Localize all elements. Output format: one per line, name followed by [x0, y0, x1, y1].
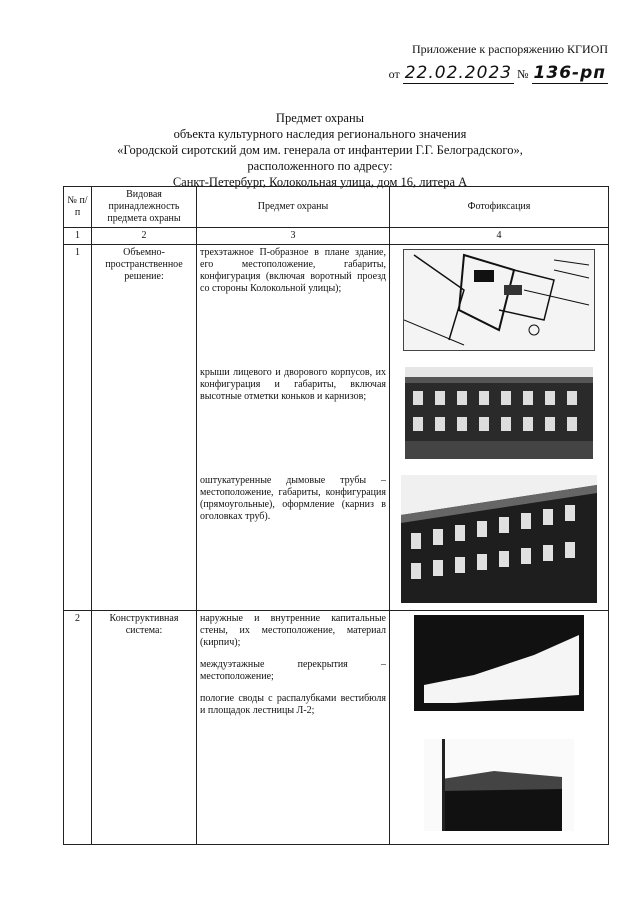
facade-drawing-2: [401, 475, 597, 603]
header-type: Видовая принадлежность предмета охраны: [92, 187, 197, 228]
appendix-number: 136-рп: [533, 63, 606, 83]
interior-drawing-1: [414, 615, 584, 711]
subject-item: трехэтажное П-образное в плане здание, его местоположение, габариты, конфигурация (включая воротный проезд со стороны Колокольной улицы);: [200, 247, 386, 294]
interior-photo-2: [424, 739, 574, 831]
col-number-4: 4: [390, 228, 609, 245]
row-type: Объемно-пространственное решение:: [92, 245, 197, 611]
appendix-date: 22.02.2023: [404, 63, 513, 83]
title-line-1: Предмет охраны: [275, 111, 365, 125]
row-number: 1: [64, 245, 92, 611]
title-line-4: расположенного по адресу:: [247, 159, 393, 173]
row-subject: [197, 611, 390, 845]
subject-item: крыши лицевого и дворового корпусов, их конфигурация и габариты, включая высотные отметки коньков и карнизов;: [200, 367, 386, 402]
subject-item: междуэтажные перекрытия – местоположение;: [200, 659, 386, 682]
col-number-3: 3: [197, 228, 390, 245]
row-type: Конструктивная система:: [92, 611, 197, 845]
appendix-date-number: [389, 63, 608, 83]
row-subject: [197, 245, 390, 611]
subject-item: оштукатуренные дымовые трубы – местоположение, габариты, конфигурация (прямоугольные), оформление (карниз в оголовках труб).: [200, 475, 386, 522]
facade-photo-1: [405, 367, 593, 459]
interior-photo-1: [414, 615, 584, 711]
title-line-5: Санкт-Петербург, Колокольная улица, дом 16, литера А: [172, 175, 468, 189]
header-subject: Предмет охраны: [197, 187, 390, 228]
document-title: [0, 110, 640, 190]
subject-item: пологие своды с распалубками вестибюля и площадок лестницы Л-2;: [200, 693, 386, 716]
facade-drawing-1: [405, 367, 593, 459]
interior-drawing-2: [424, 739, 574, 831]
col-number-1: 1: [64, 228, 92, 245]
row-photos: [390, 611, 609, 845]
date-prefix: от: [388, 67, 400, 81]
column-numbers-row: [64, 228, 609, 245]
title-line-3: «Городской сиротский дом им. генерала от инфантерии Г.Г. Белоградского»,: [117, 143, 523, 157]
table-row: [64, 611, 609, 845]
site-plan-photo: [403, 249, 595, 351]
header-number: № п/п: [64, 187, 92, 228]
table-header-row: [64, 187, 609, 228]
col-number-2: 2: [92, 228, 197, 245]
facade-photo-2: [401, 475, 597, 603]
row-photos: [390, 245, 609, 611]
subject-item: наружные и внутренние капитальные стены, их местоположение, материал (кирпич);: [200, 613, 386, 648]
number-prefix: №: [517, 67, 529, 81]
header-photo: Фотофиксация: [390, 187, 609, 228]
row-number: 2: [64, 611, 92, 845]
title-line-2: объекта культурного наследия регионального значения: [173, 127, 467, 141]
table-row: [64, 245, 609, 611]
appendix-header: [389, 42, 608, 83]
site-plan-drawing: [404, 250, 594, 350]
protection-subject-table: [63, 186, 609, 845]
appendix-title: Приложение к распоряжению КГИОП: [411, 42, 608, 56]
